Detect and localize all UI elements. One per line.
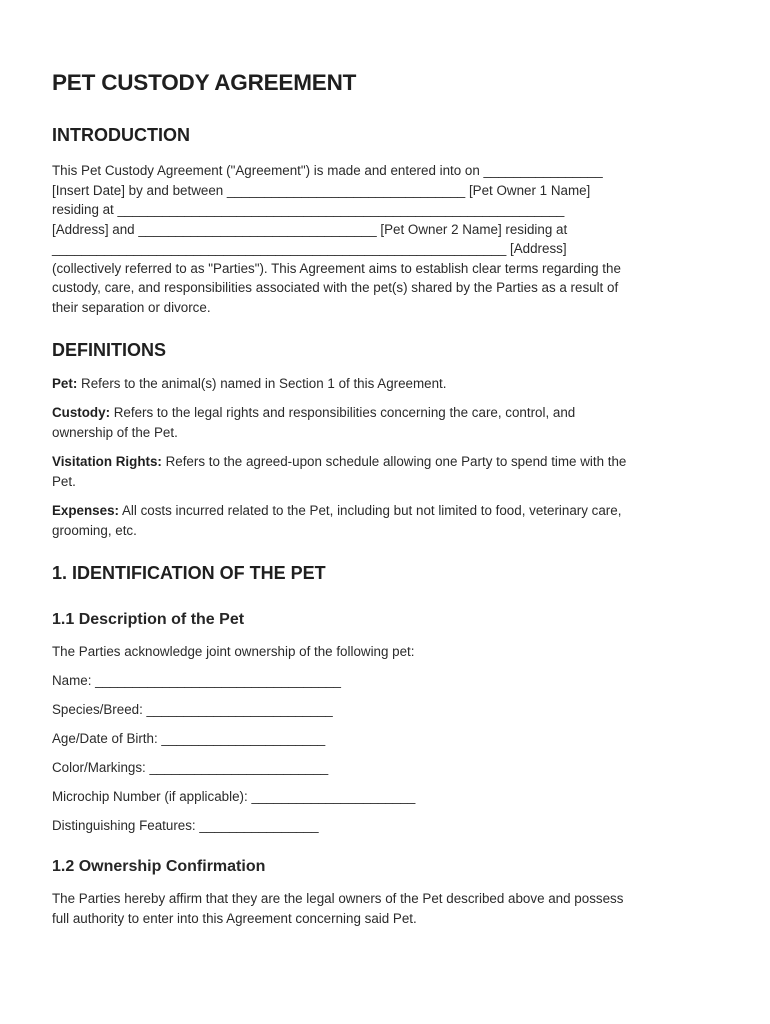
definition-pet (52, 374, 724, 394)
section1-heading: 1. IDENTIFICATION OF THE PET (52, 563, 326, 583)
pet-species-breed-field[interactable]: Species/Breed: _________________________ (52, 702, 333, 717)
introduction-line: [Address] and ________________________________ [Pet Owner 2 Name] residing at (52, 221, 568, 237)
definition-visitation-rights (52, 452, 724, 491)
ownership-line: The Parties hereby affirm that they are the legal owners of the Pet described above and possess (52, 891, 624, 906)
definition-term: Custody: (52, 405, 111, 420)
definition-term: Pet: (52, 376, 78, 391)
ownership-confirmation-paragraph (52, 889, 724, 928)
ownership-line: full authority to enter into this Agreement concerning said Pet. (52, 910, 417, 926)
introduction-line: their separation or divorce. (52, 299, 211, 315)
definition-text: All costs incurred related to the Pet, including but not limited to food, veterinary care, (121, 503, 622, 518)
introduction-line: _____________________________________________________________ [Address] (52, 241, 567, 256)
introduction-line: [Insert Date] by and between ________________________________ [Pet Owner 1 Name] (52, 182, 591, 198)
definition-custody (52, 403, 724, 442)
definition-term: Visitation Rights: (52, 454, 162, 469)
introduction-paragraph (52, 161, 724, 317)
definition-text: ownership of the Pet. (52, 424, 178, 440)
pet-color-markings-field[interactable]: Color/Markings: ________________________ (52, 760, 329, 775)
section1-1-intro: The Parties acknowledge joint ownership of the following pet: (52, 644, 415, 659)
introduction-line: This Pet Custody Agreement ("Agreement") is made and entered into on ________________ (52, 163, 603, 178)
introduction-line: custody, care, and responsibilities associated with the pet(s) shared by the Parties as a result of (52, 280, 619, 295)
definition-expenses (52, 501, 724, 540)
introduction-line: (collectively referred to as "Parties"). This Agreement aims to establish clear terms regarding the (52, 260, 621, 276)
pet-distinguishing-features-field[interactable]: Distinguishing Features: ________________ (52, 818, 319, 833)
definition-term: Expenses: (52, 503, 119, 518)
section1-1-heading: 1.1 Description of the Pet (52, 611, 245, 628)
introduction-line: residing at ____________________________________________________________ (52, 202, 565, 217)
introduction-heading: INTRODUCTION (52, 125, 190, 145)
definition-text: grooming, etc. (52, 522, 137, 538)
definition-text: Refers to the legal rights and responsibilities concerning the care, control, and (113, 405, 576, 420)
definition-text: Pet. (52, 473, 76, 489)
pet-microchip-field[interactable]: Microchip Number (if applicable): ______________________ (52, 789, 416, 804)
pet-age-dob-field[interactable]: Age/Date of Birth: ______________________ (52, 731, 326, 746)
definition-text: Refers to the agreed-upon schedule allowing one Party to spend time with the (165, 454, 627, 469)
definitions-heading: DEFINITIONS (52, 340, 167, 360)
section1-2-heading: 1.2 Ownership Confirmation (52, 858, 266, 875)
document-title: PET CUSTODY AGREEMENT (52, 70, 357, 95)
definition-text: Refers to the animal(s) named in Section 1 of this Agreement. (81, 376, 447, 391)
pet-name-field[interactable]: Name: _________________________________ (52, 673, 341, 688)
